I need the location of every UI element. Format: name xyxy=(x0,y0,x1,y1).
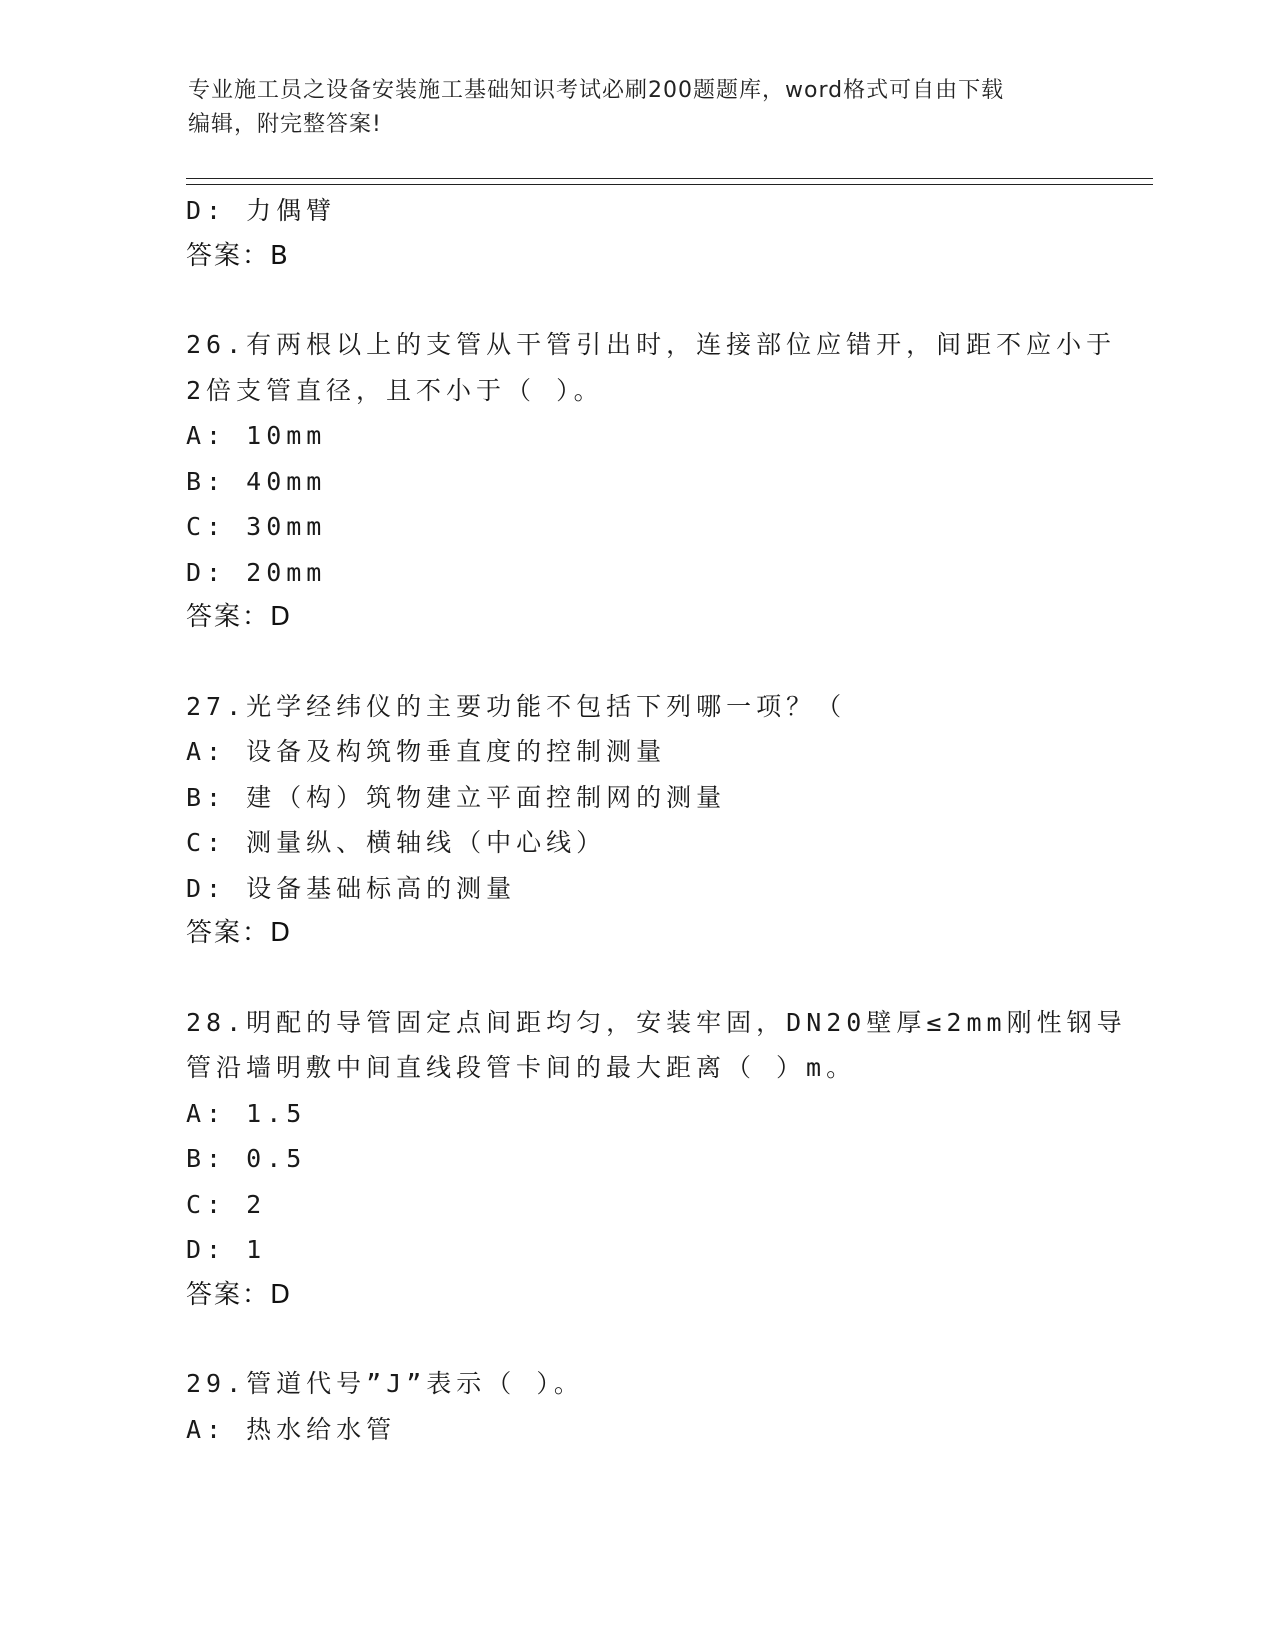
answer-line: 答案：D xyxy=(186,602,293,632)
header-line-1: 专业施工员之设备安装施工基础知识考试必刷200题题库，word格式可自由下载 xyxy=(188,78,1005,103)
question-stem: 29.管道代号”J”表示（ ）。 xyxy=(186,1369,584,1398)
question-line: D: 设备基础标高的测量 xyxy=(186,873,517,903)
page-header xyxy=(188,74,1088,142)
question-block xyxy=(186,322,1117,641)
question-line: A: 设备及构筑物垂直度的控制测量 xyxy=(186,737,667,766)
question-block xyxy=(186,188,1086,279)
question-line: B: 0.5 xyxy=(186,1144,307,1173)
question-line: D: 1 xyxy=(186,1235,267,1264)
header-divider xyxy=(186,178,1153,185)
question-line: D: 力偶臂 xyxy=(186,196,337,225)
question-block xyxy=(186,1000,1127,1319)
question-block xyxy=(186,684,1086,957)
answer-line: 答案：D xyxy=(186,918,293,948)
question-stem: 27.光学经纬仪的主要功能不包括下列哪一项？（ xyxy=(186,691,847,721)
question-line: 2倍支管直径，且不小于（ ）。 xyxy=(186,375,604,405)
question-line: B: 建（构）筑物建立平面控制网的测量 xyxy=(186,782,727,812)
question-line: C: 2 xyxy=(186,1189,267,1219)
question-content xyxy=(186,188,1127,1452)
question-line: B: 40mm xyxy=(186,466,327,496)
question-line: A: 10mm xyxy=(186,421,327,450)
question-line: A: 热水给水管 xyxy=(186,1414,397,1444)
answer-line: 答案：D xyxy=(186,1279,293,1310)
question-line: A: 1.5 xyxy=(186,1098,307,1128)
question-line: C: 30mm xyxy=(186,512,327,541)
question-block xyxy=(186,1361,1086,1452)
question-line: D: 20mm xyxy=(186,557,327,587)
answer-line: 答案：B xyxy=(186,240,290,271)
question-line: 管沿墙明敷中间直线段管卡间的最大距离（ ）m。 xyxy=(186,1053,857,1082)
question-line: C: 测量纵、横轴线（中心线） xyxy=(186,828,607,857)
question-stem: 28.明配的导管固定点间距均匀，安装牢固，DN20壁厚≤2mm刚性钢导 xyxy=(186,1007,1127,1037)
question-stem: 26.有两根以上的支管从干管引出时，连接部位应错开，间距不应小于 xyxy=(186,330,1117,359)
header-line-2: 编辑，附完整答案! xyxy=(188,112,382,137)
